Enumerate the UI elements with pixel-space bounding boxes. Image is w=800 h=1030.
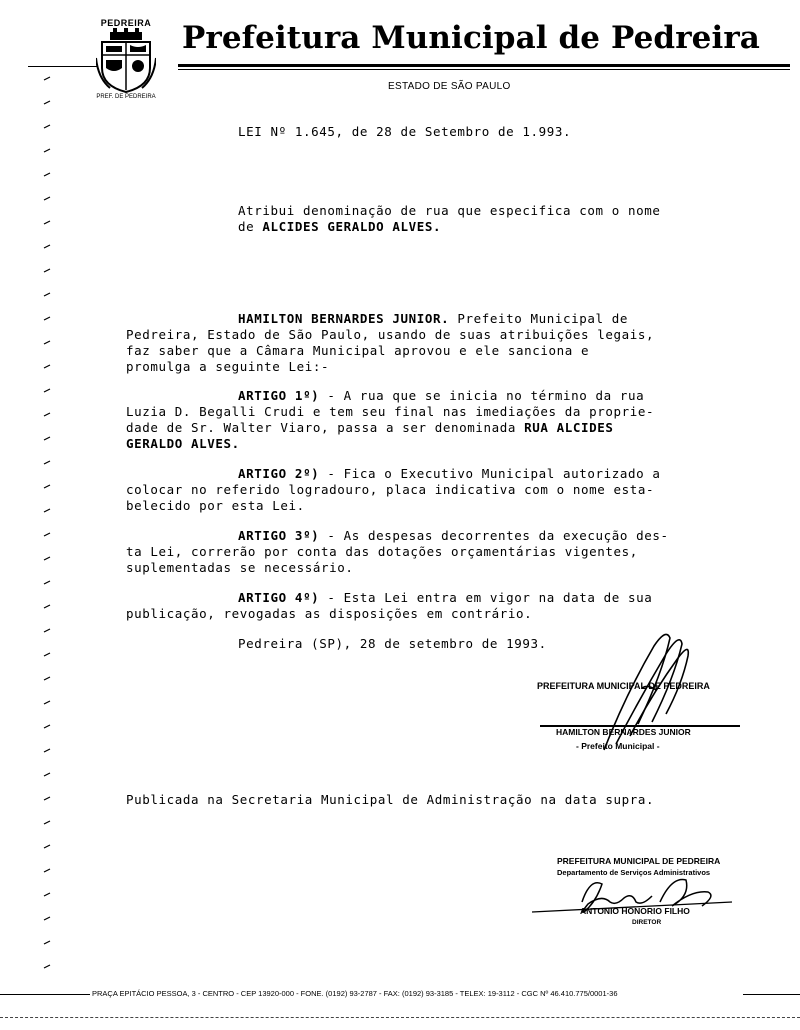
article-3-line2: ta Lei, correrão por conta das dotações orçamentárias vigentes,: [126, 544, 638, 559]
preamble-line4: promulga a seguinte Lei:-: [126, 359, 330, 374]
law-summary-prefix: de: [238, 219, 263, 234]
mayor-stamp-name: HAMILTON BERNARDES JUNIOR: [556, 727, 691, 737]
article-1-line3-text: dade de Sr. Walter Viaro, passa a ser denominada: [126, 420, 525, 435]
publication-note: Publicada na Secretaria Municipal de Administração na data supra.: [126, 792, 655, 807]
mayor-stamp-role: - Prefeito Municipal -: [576, 741, 660, 751]
article-2-line3: belecido por esta Lei.: [126, 498, 305, 513]
article-1-line1: [238, 388, 644, 405]
crest-top-text: PEDREIRA: [100, 18, 152, 28]
shield-icon: [96, 28, 156, 94]
header-rule-thick: [178, 64, 790, 67]
article-1-line1-rest: - A rua que se inicia no término da rua: [319, 388, 645, 403]
director-stamp-name: ANTONIO HONORIO FILHO: [580, 906, 690, 916]
state-label: ESTADO DE SÃO PAULO: [388, 81, 511, 92]
article-1-label: ARTIGO 1º): [238, 388, 320, 403]
director-stamp-role: DIRETOR: [632, 919, 662, 926]
article-2-line1-rest: - Fica o Executivo Municipal autorizado a: [319, 466, 661, 481]
article-2-line2: colocar no referido logradouro, placa indicativa com o nome esta-: [126, 482, 655, 497]
article-3-line1: [238, 528, 669, 545]
mayor-name: HAMILTON BERNARDES JUNIOR.: [238, 311, 450, 326]
article-3-line1-rest: - As despesas decorrentes da execução des-: [319, 528, 669, 543]
law-heading: LEI Nº 1.645, de 28 de Setembro de 1.993.: [238, 124, 572, 139]
director-stamp-line1: PREFEITURA MUNICIPAL DE PEDREIRA: [557, 856, 721, 866]
article-3-label: ARTIGO 3º): [238, 528, 320, 543]
footer-address: PRAÇA EPITÁCIO PESSOA, 3 - CENTRO - CEP 13920-000 - FONE. (0192) 93-2787 - FAX: (0192) 93-3185 - TELEX: 19-3112 - CGC Nº 46.410.775/0001-36: [92, 989, 618, 998]
place-date: Pedreira (SP), 28 de setembro de 1993.: [238, 636, 547, 651]
article-2-line1: [238, 466, 661, 483]
preamble-line1: [238, 311, 628, 328]
header-rule-thin: [178, 69, 790, 70]
municipal-crest: [94, 18, 158, 106]
article-1-street-name-part1: RUA ALCIDES: [524, 420, 614, 435]
article-1-street-name-part2: GERALDO ALVES.: [126, 436, 240, 451]
article-4-line2: publicação, revogadas as disposições em contrário.: [126, 606, 533, 621]
page-bottom-edge: [0, 1017, 800, 1018]
mayor-stamp-top: PREFEITURA MUNICIPAL DE PEDREIRA: [537, 681, 710, 691]
footer-rule-left: [0, 994, 90, 995]
page-title: Prefeitura Municipal de Pedreira: [182, 20, 760, 56]
margin-tick-marks: [40, 60, 60, 980]
header-rule-left: [28, 66, 98, 67]
preamble-line1-rest: Prefeito Municipal de: [449, 311, 629, 326]
law-summary-line2: [238, 219, 441, 236]
article-2-label: ARTIGO 2º): [238, 466, 320, 481]
crest-bottom-text: PREF. DE PEDREIRA: [96, 94, 156, 100]
preamble-line2: Pedreira, Estado de São Paulo, usando de suas atribuições legais,: [126, 327, 655, 342]
article-4-label: ARTIGO 4º): [238, 590, 320, 605]
article-1-line3: [126, 420, 614, 437]
article-3-line3: suplementadas se necessário.: [126, 560, 354, 575]
law-summary-name: ALCIDES GERALDO ALVES.: [262, 219, 442, 234]
footer-rule-right: [743, 994, 800, 995]
law-summary-line1: Atribui denominação de rua que especifica com o nome: [238, 203, 661, 218]
article-4-line1: [238, 590, 652, 607]
preamble-line3: faz saber que a Câmara Municipal aprovou e ele sanciona e: [126, 343, 590, 358]
article-4-line1-rest: - Esta Lei entra em vigor na data de sua: [319, 590, 653, 605]
article-1-line2: Luzia D. Begalli Crudi e tem seu final nas imediações da proprie-: [126, 404, 655, 419]
director-stamp-line2: Departamento de Serviços Administrativos: [557, 868, 711, 877]
